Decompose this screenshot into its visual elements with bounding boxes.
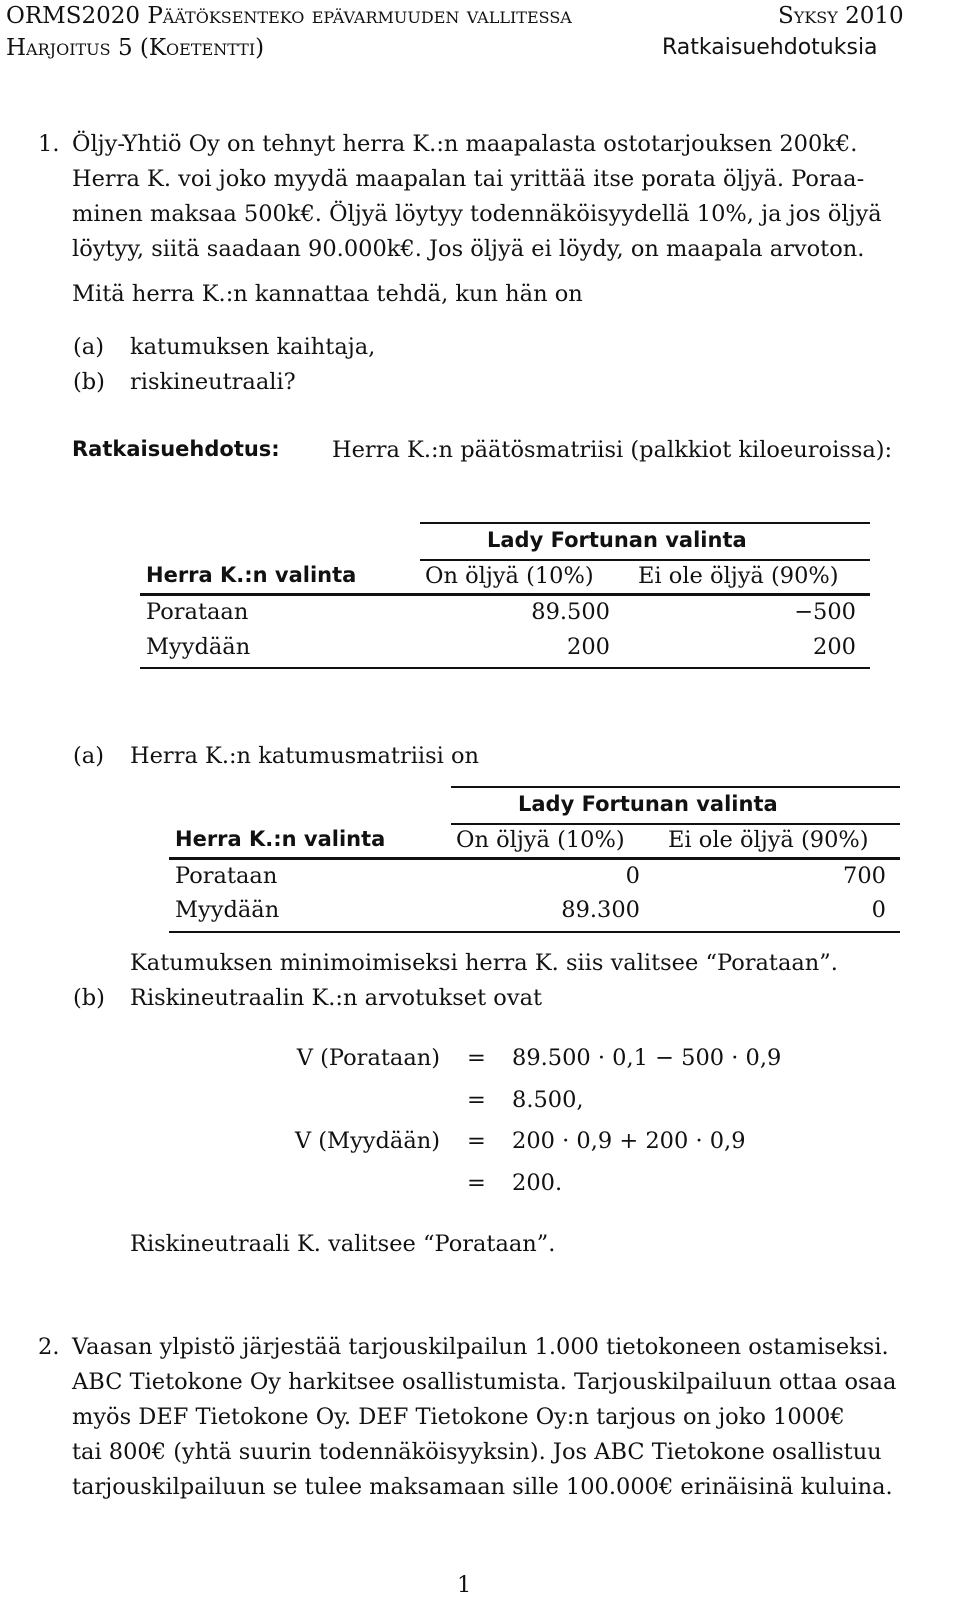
table-row-header: Herra K.:n valinta: [146, 563, 357, 587]
problem-2-text-line: Vaasan ylpistö järjestää tarjouskilpailun 1.000 tietokoneen ostamiseksi.: [72, 1334, 889, 1360]
table-cell: 0: [871, 897, 886, 923]
table-header-rule: [140, 593, 870, 596]
table-mid-rule: [451, 823, 900, 825]
equation-rhs: 200 · 0,9 + 200 · 0,9: [512, 1128, 746, 1154]
document-type: Ratkaisuehdotuksia: [662, 35, 878, 60]
table-cell: 0: [625, 863, 640, 889]
problem-1-text-line: löytyy, siitä saadaan 90.000k€. Jos öljyä ei löydy, on maapala arvoton.: [72, 236, 865, 262]
problem-1-text-line: Öljy-Yhtiö Oy on tehnyt herra K.:n maapalasta ostotarjouksen 200k€.: [72, 131, 858, 157]
table-cell: 89.300: [561, 897, 640, 923]
table-header-rule: [169, 857, 900, 860]
table-cell: 200: [567, 634, 610, 660]
problem-1-text-line: Mitä herra K.:n kannattaa tehdä, kun hän on: [72, 281, 583, 307]
table-column-header: On öljyä (10%): [456, 827, 625, 853]
table-top-rule: [451, 786, 900, 788]
equation-lhs: V (Myydään): [294, 1128, 440, 1154]
problem-1-text-line: minen maksaa 500k€. Öljyä löytyy todennäköisyydellä 10%, ja jos öljyä: [72, 201, 882, 227]
table-row-label: Porataan: [146, 599, 249, 625]
table-row-label: Myydään: [146, 634, 251, 660]
problem-2-text-line: myös DEF Tietokone Oy. DEF Tietokone Oy:n tarjous on joko 1000€: [72, 1404, 845, 1430]
table-bottom-rule: [140, 667, 870, 669]
part-b-label: (b): [73, 985, 105, 1011]
part-b-intro: Riskineutraalin K.:n arvotukset ovat: [130, 985, 543, 1011]
question-a-label: (a): [73, 334, 104, 360]
equation-lhs: V (Porataan): [296, 1045, 440, 1071]
table-cell: −500: [794, 599, 856, 625]
equation-equals: =: [467, 1087, 486, 1113]
table-group-header: Lady Fortunan valinta: [518, 792, 778, 816]
problem-2-text-line: tarjouskilpailuun se tulee maksamaan sille 100.000€ erinäisinä kuluina.: [72, 1474, 893, 1500]
equation-rhs: 8.500,: [512, 1087, 584, 1113]
part-b-conclusion: Riskineutraali K. valitsee “Porataan”.: [130, 1231, 556, 1257]
equation-equals: =: [467, 1045, 486, 1071]
table-top-rule: [420, 522, 870, 524]
part-a-intro: Herra K.:n katumusmatriisi on: [130, 743, 480, 769]
table-row-header: Herra K.:n valinta: [175, 827, 386, 851]
problem-1-text-line: Herra K. voi joko myydä maapalan tai yrittää itse porata öljyä. Poraa-: [72, 166, 865, 192]
equation-rhs: 200.: [512, 1170, 563, 1196]
table-row-label: Porataan: [175, 863, 278, 889]
table-mid-rule: [420, 559, 870, 561]
table-column-header: On öljyä (10%): [425, 563, 594, 589]
table-cell: 200: [813, 634, 856, 660]
equation-rhs: 89.500 · 0,1 − 500 · 0,9: [512, 1045, 782, 1071]
part-a-conclusion: Katumuksen minimoimiseksi herra K. siis valitsee “Porataan”.: [130, 950, 838, 976]
problem-2-text-line: ABC Tietokone Oy harkitsee osallistumista. Tarjouskilpailuun ottaa osaa: [72, 1369, 897, 1395]
solution-label: Ratkaisuehdotus:: [72, 437, 280, 461]
problem-1-number: 1.: [38, 131, 60, 157]
question-b-text: riskineutraali?: [130, 369, 296, 395]
course-title: ORMS2020 Päätöksenteko epävarmuuden vallitessa: [6, 3, 572, 29]
table-cell: 700: [843, 863, 886, 889]
solution-intro: Herra K.:n päätösmatriisi (palkkiot kiloeuroissa):: [332, 437, 893, 463]
equation-equals: =: [467, 1128, 486, 1154]
table-bottom-rule: [169, 931, 900, 933]
equation-equals: =: [467, 1170, 486, 1196]
exercise-title: Harjoitus 5 (Koetentti): [6, 35, 265, 61]
table-row-label: Myydään: [175, 897, 280, 923]
table-cell: 89.500: [531, 599, 610, 625]
problem-2-number: 2.: [38, 1334, 60, 1360]
problem-2-text-line: tai 800€ (yhtä suurin todennäköisyyksin). Jos ABC Tietokone osallistuu: [72, 1439, 882, 1465]
question-b-label: (b): [73, 369, 105, 395]
table-column-header: Ei ole öljyä (90%): [638, 563, 839, 589]
table-column-header: Ei ole öljyä (90%): [668, 827, 869, 853]
part-a-label: (a): [73, 743, 104, 769]
table-group-header: Lady Fortunan valinta: [487, 528, 747, 552]
question-a-text: katumuksen kaihtaja,: [130, 334, 376, 360]
page-number: 1: [457, 1572, 472, 1598]
term-label: Syksy 2010: [778, 3, 904, 29]
